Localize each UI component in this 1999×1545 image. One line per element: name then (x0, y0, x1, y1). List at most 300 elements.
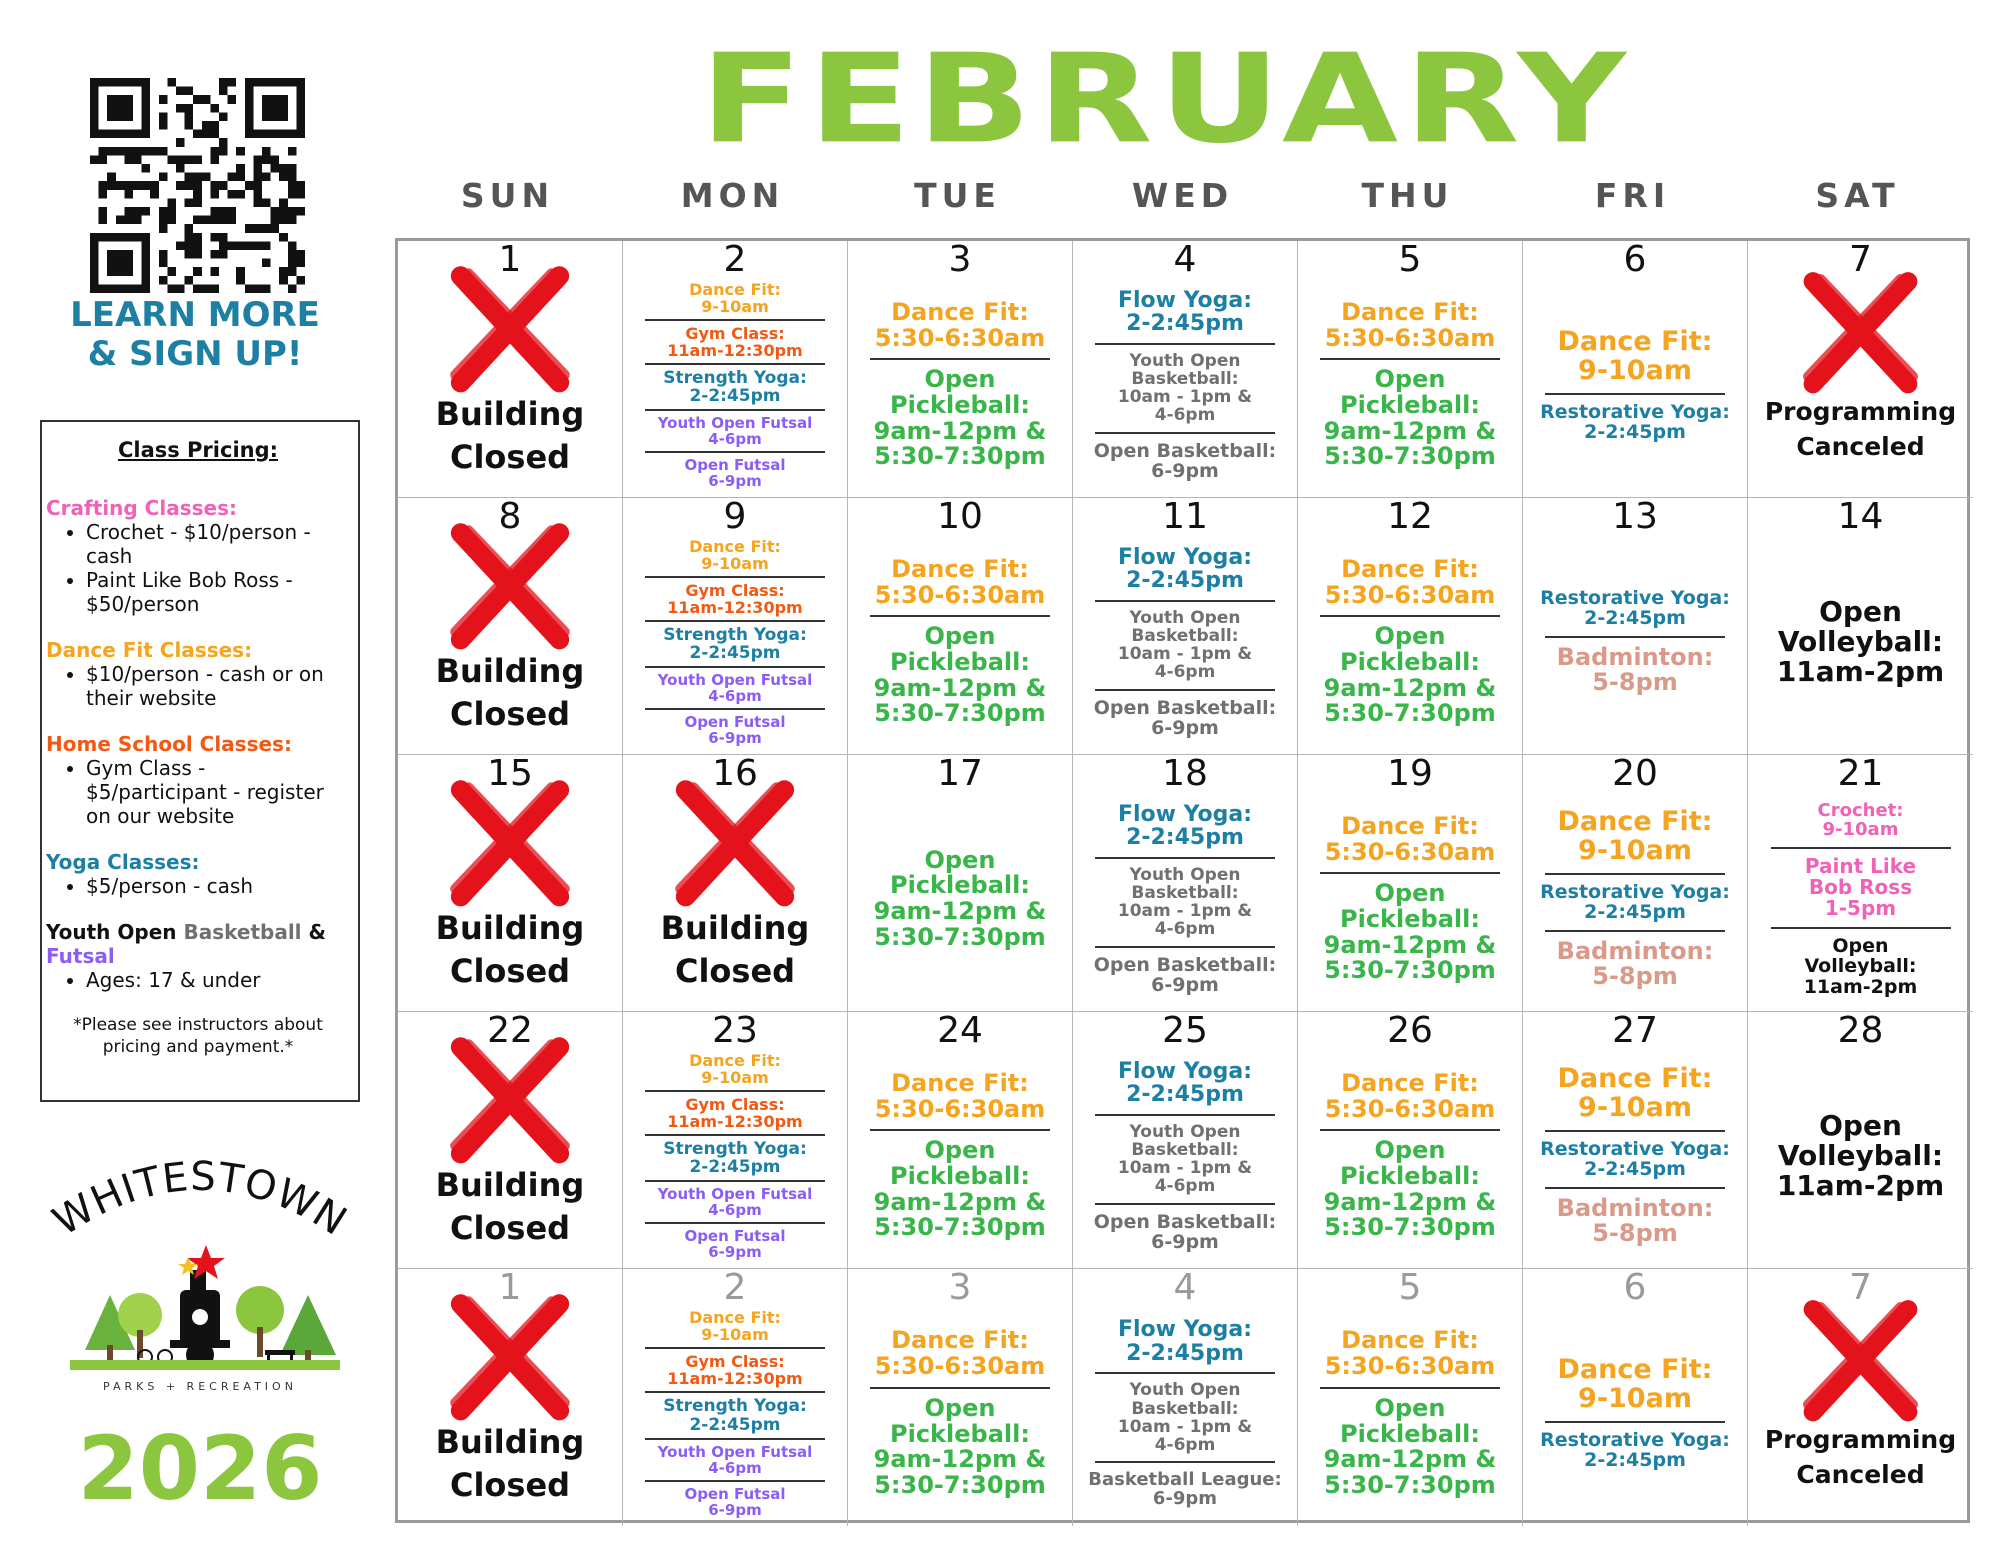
event-entry[interactable] (1082, 1318, 1288, 1365)
event-line: 4-6pm (1154, 919, 1216, 940)
event-entry[interactable] (1082, 609, 1288, 682)
event-entry[interactable] (1757, 597, 1964, 687)
event-entry[interactable] (1532, 1065, 1738, 1123)
event-entry[interactable] (632, 1228, 838, 1260)
event-entry[interactable] (632, 457, 838, 489)
event-line: 6-9pm (1151, 1230, 1219, 1253)
red-x-icon (445, 263, 575, 393)
event-line: Open Futsal (684, 1484, 786, 1503)
event-entry[interactable] (632, 1186, 838, 1218)
event-line: Bob Ross (1808, 875, 1913, 900)
event-line: Dance Fit: (1557, 1063, 1713, 1095)
event-entry[interactable] (632, 1397, 838, 1433)
event-line: 10am - 1pm & (1117, 901, 1253, 922)
calendar-day-cell[interactable] (623, 241, 848, 498)
event-divider (870, 1387, 1050, 1389)
event-line: Open (924, 845, 996, 874)
event-divider (1095, 689, 1275, 691)
event-entry[interactable] (1307, 881, 1513, 984)
event-line: 9-10am (1578, 1383, 1692, 1415)
event-entry[interactable] (632, 1444, 838, 1476)
calendar-day-cell[interactable] (848, 1269, 1073, 1526)
event-line: Crochet: (1817, 800, 1904, 822)
calendar-day-cell[interactable] (1523, 1269, 1748, 1526)
calendar-day-cell[interactable] (1748, 498, 1973, 755)
event-entry[interactable] (1532, 642, 1738, 697)
event-line: Open (1832, 934, 1889, 957)
event-divider (1320, 358, 1500, 360)
event-line: 5:30-6:30am (1324, 580, 1496, 609)
event-entry[interactable] (1532, 1139, 1738, 1180)
day-number: 13 (1612, 498, 1658, 537)
event-line: 4-6pm (708, 1458, 762, 1477)
event-line: Dance Fit: (689, 1308, 781, 1327)
event-line: 9-10am (1822, 819, 1899, 841)
event-line: Dance Fit: (891, 1068, 1029, 1097)
event-line: 10am - 1pm & (1117, 1416, 1253, 1437)
event-entry[interactable] (857, 624, 1063, 727)
event-entry[interactable] (1307, 1393, 1513, 1499)
day-content (398, 263, 622, 491)
event-line: Gym Class: (685, 1094, 785, 1114)
event-line: Volleyball: (1777, 1139, 1944, 1173)
event-line: Open (924, 365, 996, 394)
event-line: Pickleball: (890, 1162, 1030, 1190)
event-line: 4-6pm (708, 430, 762, 449)
event-line: Youth Open (1129, 607, 1241, 628)
day-content (1298, 536, 1522, 748)
event-line: 9-10am (701, 1067, 769, 1087)
event-entry[interactable] (1082, 698, 1288, 739)
calendar-day-cell[interactable] (623, 498, 848, 755)
event-line: 5:30-7:30pm (1324, 1213, 1496, 1242)
event-divider (1771, 927, 1951, 929)
event-line: 9-10am (1578, 835, 1692, 866)
event-line: Restorative Yoga: (1540, 1137, 1730, 1160)
calendar-day-cell[interactable] (398, 1012, 623, 1269)
day-header-mon: MON (680, 176, 785, 215)
day-number: 3 (948, 1269, 972, 1308)
event-entry[interactable] (1307, 624, 1513, 727)
event-line: 6-9pm (1151, 716, 1219, 739)
learn-more-signup[interactable] (40, 296, 350, 374)
calendar-day-cell[interactable] (1523, 1012, 1748, 1269)
day-content (1523, 1307, 1747, 1520)
calendar-day-cell[interactable] (1748, 755, 1973, 1012)
event-entry[interactable] (1082, 955, 1288, 996)
event-entry[interactable] (1307, 367, 1513, 470)
day-number: 28 (1837, 1012, 1884, 1051)
event-line: Dance Fit: (1341, 811, 1479, 840)
event-divider (1095, 1203, 1275, 1205)
event-line: Paint Like (1804, 853, 1917, 878)
event-line: 6-9pm (708, 729, 762, 748)
building-closed-label: Building (435, 395, 585, 433)
day-number: 11 (1162, 498, 1208, 537)
day-content (1298, 279, 1522, 491)
yoga-classes-heading: Yoga Classes: (46, 850, 200, 874)
pricing-item: • Crochet - $10/person - cash (86, 520, 350, 568)
day-content (1748, 536, 1973, 748)
event-line: 4-6pm (1154, 405, 1216, 426)
event-line: 9-10am (701, 296, 769, 316)
calendar-day-cell[interactable] (1298, 241, 1523, 498)
event-entry[interactable] (1082, 1123, 1288, 1196)
day-content (1073, 279, 1297, 491)
calendar-day-cell[interactable] (1073, 755, 1298, 1012)
calendar-day-cell[interactable] (623, 1012, 848, 1269)
event-line: Dance Fit: (1341, 297, 1479, 326)
event-divider (645, 576, 825, 578)
event-line: Pickleball: (1340, 391, 1480, 419)
event-entry[interactable] (1307, 1068, 1513, 1123)
red-x-icon (445, 777, 575, 907)
day-number: 23 (712, 1012, 758, 1051)
event-entry[interactable] (1307, 554, 1513, 609)
qr-code-icon[interactable] (90, 78, 305, 293)
day-number: 7 (1849, 241, 1872, 280)
event-entry[interactable] (632, 415, 838, 447)
day-number: 20 (1612, 755, 1658, 794)
event-entry[interactable] (632, 281, 838, 315)
event-line: 5:30-6:30am (874, 1094, 1046, 1123)
event-entry[interactable] (1757, 1111, 1964, 1201)
event-line: 5:30-6:30am (1324, 323, 1496, 352)
calendar-day-cell[interactable] (623, 1269, 848, 1526)
event-entry[interactable] (1082, 1212, 1288, 1253)
event-entry[interactable] (632, 714, 838, 746)
youth-open-heading (46, 920, 350, 968)
home-school-pricing-list (46, 756, 350, 828)
event-line: Restorative Yoga: (1540, 880, 1730, 903)
event-line: Open Basketball: (1093, 439, 1277, 462)
building-closed-label: Building (435, 1423, 585, 1461)
event-entry[interactable] (857, 1328, 1063, 1379)
event-line: Dance Fit: (689, 279, 781, 299)
event-line: 2-2:45pm (1126, 1082, 1244, 1108)
event-line: Pickleball: (890, 1419, 1030, 1448)
event-entry[interactable] (857, 1068, 1063, 1123)
event-line: 2-2:45pm (689, 643, 781, 664)
event-entry[interactable] (1082, 1381, 1288, 1454)
day-content (623, 279, 847, 491)
event-line: Open (1374, 1136, 1446, 1165)
event-line: Open Futsal (684, 1227, 786, 1246)
red-x-icon (670, 777, 800, 907)
event-line: Volleyball: (1777, 625, 1944, 659)
day-number: 19 (1387, 755, 1433, 794)
event-divider (645, 363, 825, 365)
event-line: 9-10am (1578, 354, 1692, 386)
event-entry[interactable] (1532, 1193, 1738, 1248)
event-divider (645, 708, 825, 710)
building-closed-label: Building (435, 652, 585, 690)
event-entry[interactable] (1532, 325, 1738, 386)
event-line: Dance Fit: (689, 536, 781, 556)
pricing-item: • $10/person - cash or on their website (86, 662, 350, 710)
event-line: 5-8pm (1592, 668, 1678, 697)
day-content (623, 777, 847, 1005)
event-divider (1095, 600, 1275, 602)
day-number: 5 (1398, 241, 1422, 280)
event-entry[interactable] (1532, 1430, 1738, 1471)
event-entry[interactable] (632, 1052, 838, 1086)
event-entry[interactable] (1082, 1470, 1288, 1509)
event-entry[interactable] (857, 1138, 1063, 1241)
day-header-fri: FRI (1594, 176, 1671, 215)
event-line: Basketball: (1131, 1398, 1239, 1419)
event-entry[interactable] (632, 672, 838, 704)
calendar-day-cell[interactable] (398, 498, 623, 755)
event-line: 11am-12:30pm (667, 1369, 803, 1389)
day-content (1523, 536, 1747, 748)
event-entry[interactable] (857, 845, 1063, 951)
event-entry[interactable] (1532, 402, 1738, 443)
event-line: Open (1819, 595, 1902, 629)
day-number: 1 (498, 241, 522, 280)
event-entry[interactable] (1532, 808, 1738, 866)
calendar-day-cell[interactable] (848, 241, 1073, 498)
event-entry[interactable] (1082, 441, 1288, 482)
event-line: 5:30-7:30pm (874, 699, 1046, 728)
event-entry[interactable] (632, 538, 838, 572)
event-divider (645, 1391, 825, 1393)
event-line: Open Futsal (684, 456, 786, 475)
day-content (1523, 279, 1747, 491)
day-content (398, 1291, 622, 1520)
programming-canceled-label: Programming (1764, 1425, 1957, 1454)
event-divider (645, 1090, 825, 1092)
event-line: Restorative Yoga: (1540, 1429, 1730, 1452)
day-number: 15 (487, 755, 533, 794)
year-label: 2026 (77, 1417, 323, 1520)
event-entry[interactable] (632, 1140, 838, 1176)
day-number: 27 (1612, 1012, 1658, 1051)
calendar-day-cell[interactable] (848, 498, 1073, 755)
calendar-day-cell[interactable] (1523, 498, 1748, 755)
calendar-day-cell[interactable] (1298, 1012, 1523, 1269)
building-closed-label: Closed (449, 952, 571, 991)
event-line: Pickleball: (1340, 1162, 1480, 1190)
event-entry[interactable] (1307, 1328, 1513, 1379)
event-entry[interactable] (1757, 801, 1964, 840)
day-number: 8 (498, 498, 522, 537)
event-entry[interactable] (1307, 1138, 1513, 1241)
event-divider (1320, 872, 1500, 874)
event-divider (645, 1134, 825, 1136)
event-entry[interactable] (632, 582, 838, 616)
day-content (848, 1050, 1072, 1262)
day-number: 25 (1162, 1012, 1208, 1051)
calendar-day-cell[interactable] (1298, 755, 1523, 1012)
calendar-day-cell[interactable] (1073, 241, 1298, 498)
day-number: 18 (1162, 755, 1208, 794)
event-line: 10am - 1pm & (1117, 1158, 1253, 1179)
day-content (1073, 793, 1297, 1005)
day-number: 16 (712, 755, 758, 794)
day-header-sun: SUN (460, 176, 555, 215)
event-line: 6-9pm (1152, 1488, 1218, 1510)
event-line: Youth Open Futsal (657, 1442, 813, 1461)
building-closed-label: Closed (674, 952, 796, 991)
event-line: 9am-12pm & (873, 673, 1047, 702)
event-line: Volleyball: (1804, 955, 1917, 978)
event-entry[interactable] (1532, 882, 1738, 923)
event-line: 5:30-6:30am (1324, 1094, 1496, 1123)
event-line: Open Basketball: (1093, 1210, 1277, 1233)
calendar-day-cell[interactable] (1073, 1012, 1298, 1269)
event-divider (1545, 1130, 1725, 1132)
youth-pricing-list (46, 968, 350, 992)
event-line: Strength Yoga: (663, 624, 807, 645)
event-line: Open (1374, 365, 1446, 394)
red-x-icon (445, 1291, 575, 1421)
event-line: Open (924, 1393, 996, 1422)
event-entry[interactable] (632, 1486, 838, 1518)
event-entry[interactable] (1532, 936, 1738, 991)
calendar-day-cell[interactable] (623, 755, 848, 1012)
event-line: 2-2:45pm (689, 386, 781, 407)
event-entry[interactable] (632, 369, 838, 405)
event-line: 5:30-7:30pm (874, 1213, 1046, 1242)
calendar-grid (395, 238, 1970, 1523)
event-divider (645, 1180, 825, 1182)
day-number: 22 (487, 1012, 533, 1051)
day-number: 24 (937, 1012, 983, 1051)
event-line: Basketball: (1131, 883, 1239, 904)
event-divider (1545, 1187, 1725, 1189)
event-line: 11am-2pm (1803, 975, 1918, 998)
event-entry[interactable] (1082, 803, 1288, 850)
calendar-day-cell[interactable] (1298, 1269, 1523, 1526)
event-line: Open (1374, 622, 1446, 651)
event-line: Open Futsal (684, 713, 786, 732)
event-entry[interactable] (632, 1096, 838, 1130)
day-content (1298, 793, 1522, 1005)
calendar-day-cell[interactable] (398, 1269, 623, 1526)
event-line: 2-2:45pm (1584, 1449, 1686, 1472)
event-entry[interactable] (632, 626, 838, 662)
event-entry[interactable] (632, 1353, 838, 1387)
event-entry[interactable] (632, 1309, 838, 1343)
calendar-day-cell[interactable] (1748, 1012, 1973, 1269)
event-line: Youth Open (1129, 350, 1241, 371)
calendar-day-cell[interactable] (1523, 755, 1748, 1012)
event-entry[interactable] (1082, 1060, 1288, 1107)
event-entry[interactable] (857, 297, 1063, 352)
event-line: Strength Yoga: (663, 1396, 807, 1417)
calendar-day-cell[interactable] (848, 1012, 1073, 1269)
calendar-day-cell[interactable] (1748, 1269, 1973, 1526)
calendar-day-cell[interactable] (848, 755, 1073, 1012)
event-line: Flow Yoga: (1117, 544, 1253, 570)
event-line: 9am-12pm & (873, 1445, 1047, 1474)
event-divider (1545, 636, 1725, 638)
event-entry[interactable] (1757, 936, 1964, 997)
event-entry[interactable] (857, 367, 1063, 470)
event-line: 5:30-6:30am (874, 323, 1046, 352)
event-entry[interactable] (1082, 289, 1288, 336)
event-line: 9am-12pm & (873, 897, 1047, 925)
event-line: 5:30-6:30am (1324, 837, 1496, 866)
calendar-day-cell[interactable] (1073, 1269, 1298, 1526)
event-entry[interactable] (1082, 352, 1288, 425)
event-line: Badminton: (1556, 642, 1714, 671)
event-entry[interactable] (632, 325, 838, 359)
event-line: Open (1374, 1393, 1446, 1422)
event-divider (1095, 1372, 1275, 1374)
event-line: Open (924, 1136, 996, 1165)
event-entry[interactable] (1757, 853, 1964, 921)
calendar-day-cell[interactable] (1073, 498, 1298, 755)
calendar-day-cell[interactable] (398, 241, 623, 498)
day-content (398, 520, 622, 748)
event-divider (1095, 432, 1275, 434)
event-line: Open (1374, 879, 1446, 908)
event-divider (645, 1438, 825, 1440)
day-number: 6 (1623, 1269, 1647, 1308)
event-entry[interactable] (1532, 588, 1738, 629)
day-content (623, 1050, 847, 1262)
event-entry[interactable] (857, 554, 1063, 609)
day-content (1523, 1050, 1747, 1262)
day-number: 6 (1623, 241, 1647, 280)
event-entry[interactable] (1307, 811, 1513, 866)
event-line: 6-9pm (1151, 973, 1219, 996)
event-divider (1095, 857, 1275, 859)
event-entry[interactable] (857, 1393, 1063, 1499)
event-line: 6-9pm (708, 1500, 762, 1519)
event-line: 2-2:45pm (689, 1414, 781, 1435)
event-line: Pickleball: (890, 871, 1030, 900)
day-content (1298, 1050, 1522, 1262)
day-number: 10 (937, 498, 983, 537)
pricing-item: • Ages: 17 & under (86, 968, 350, 992)
day-number: 12 (1387, 498, 1433, 537)
event-entry[interactable] (1532, 1356, 1738, 1414)
event-line: Flow Yoga: (1117, 1317, 1253, 1343)
learn-more-line1: LEARN MORE (70, 295, 320, 335)
crafting-pricing-list (46, 520, 350, 616)
calendar-day-cell[interactable] (1748, 241, 1973, 498)
event-line: 11am-12:30pm (667, 597, 803, 617)
event-line: Basketball League: (1088, 1469, 1282, 1491)
event-line: Gym Class: (685, 323, 785, 343)
calendar-day-cell[interactable] (1523, 241, 1748, 498)
event-entry[interactable] (1082, 546, 1288, 593)
event-line: Dance Fit: (1557, 1354, 1713, 1386)
event-entry[interactable] (1082, 866, 1288, 939)
event-divider (645, 319, 825, 321)
pricing-title: Class Pricing: (117, 438, 279, 462)
event-line: 5:30-7:30pm (1324, 1470, 1496, 1499)
event-entry[interactable] (1307, 297, 1513, 352)
event-line: 9am-12pm & (1323, 930, 1497, 959)
event-line: Dance Fit: (1557, 806, 1713, 838)
event-line: Strength Yoga: (663, 367, 807, 388)
event-divider (1320, 1129, 1500, 1131)
day-number: 17 (937, 755, 983, 794)
calendar-day-cell[interactable] (1298, 498, 1523, 755)
calendar-day-cell[interactable] (398, 755, 623, 1012)
day-number: 7 (1849, 1269, 1872, 1308)
day-header-thu: THU (1361, 176, 1454, 215)
pricing-note: *Please see instructors about pricing and payment.* (73, 1015, 323, 1058)
youth-open-heading-basketball: Basketball (183, 920, 302, 944)
event-line: Youth Open (1129, 1121, 1241, 1142)
event-line: Basketball: (1131, 1140, 1239, 1161)
day-content (1073, 536, 1297, 748)
